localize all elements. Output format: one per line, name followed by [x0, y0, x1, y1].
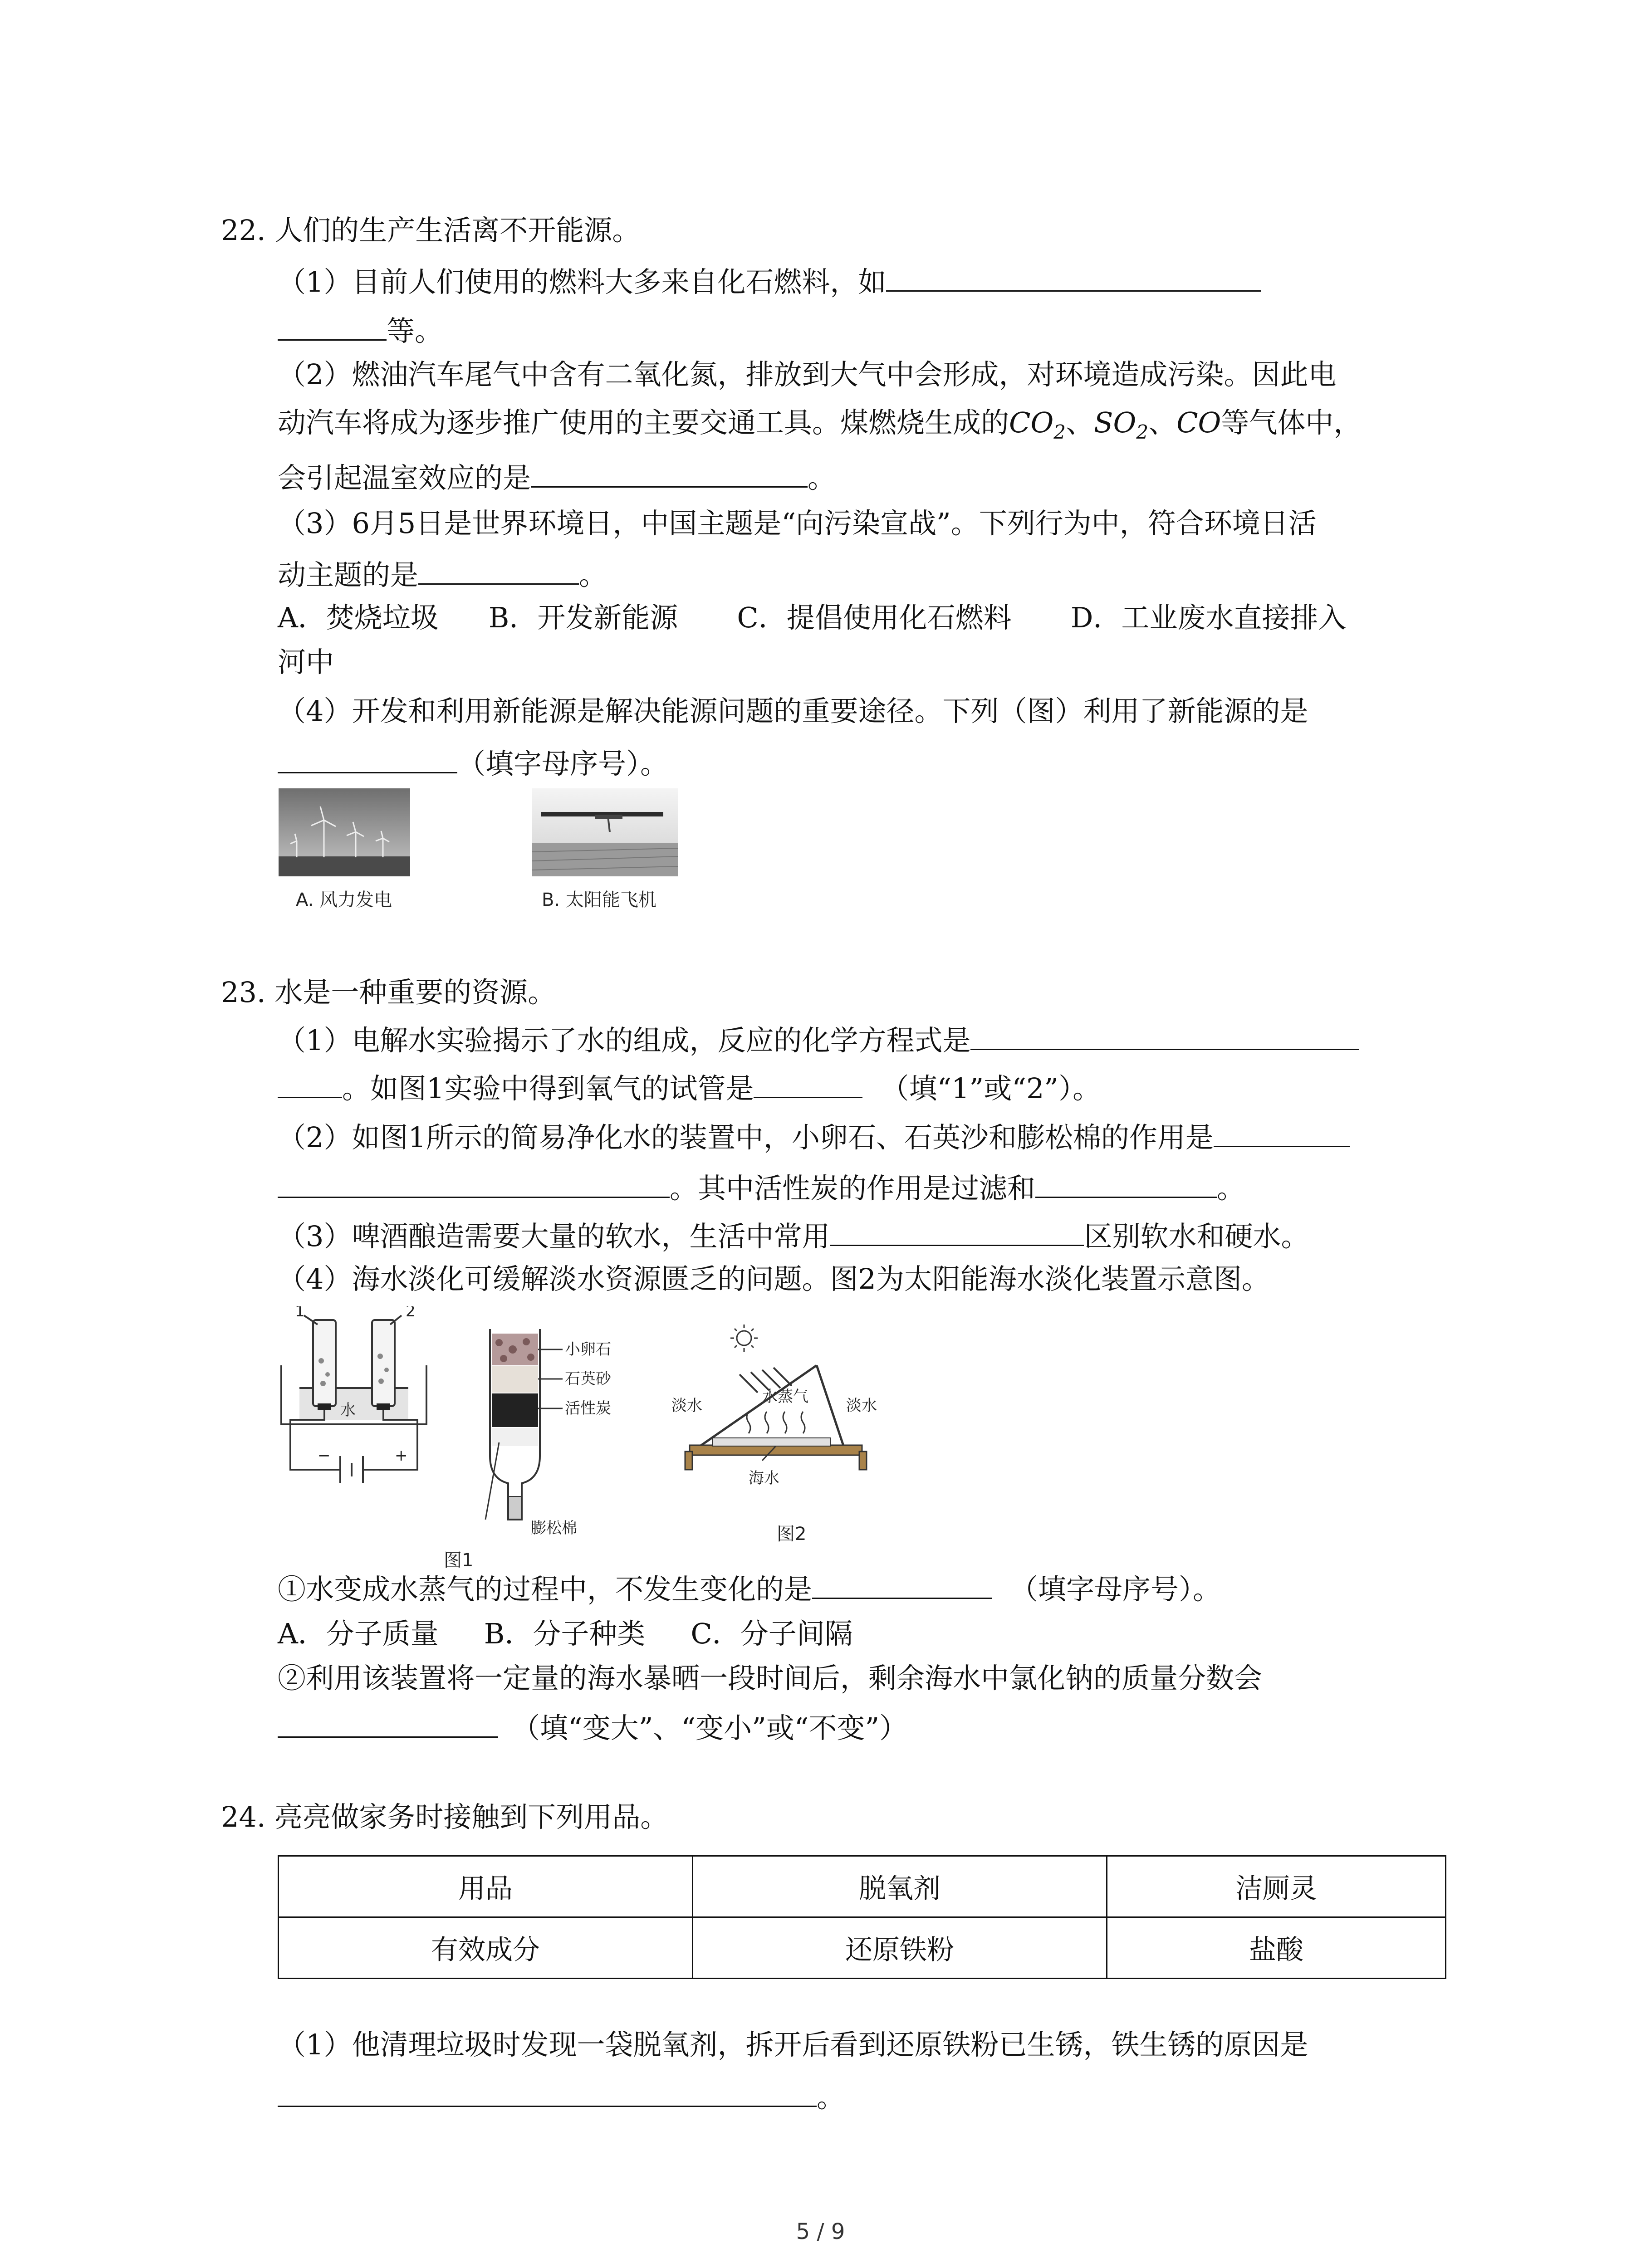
- answer-blank[interactable]: [278, 744, 457, 773]
- seawater-label: 海水: [749, 1469, 779, 1487]
- page-number: 5 / 9: [796, 2219, 845, 2244]
- q23-part2-line2: 。其中活性炭的作用是过滤和 。: [278, 1168, 1245, 1207]
- figure-2-caption: 图2: [777, 1524, 807, 1545]
- answer-blank[interactable]: [812, 1569, 992, 1599]
- q23-stem: 23. 水是一种重要的资源。: [221, 976, 556, 1009]
- answer-blank[interactable]: [970, 1021, 1359, 1050]
- table-cell: 用品: [279, 1856, 693, 1917]
- q22-options: [278, 600, 1347, 636]
- positive-terminal: +: [395, 1447, 408, 1465]
- q24-part1-line1: （1）他清理垃圾时发现一袋脱氧剂，拆开后看到还原铁粉已生锈，铁生锈的原因是: [278, 2028, 1308, 2061]
- q22-part3-line1: （3）6月5日是世界环境日，中国主题是“向污染宣战”。下列行为中，符合环境日活: [278, 507, 1317, 540]
- q24-part1-line2: 。: [278, 2077, 845, 2116]
- negative-terminal: −: [318, 1447, 331, 1465]
- option-b[interactable]: B．开发新能源: [488, 601, 678, 634]
- answer-blank[interactable]: [278, 1069, 342, 1098]
- q23-part1-line2: 。如图1实验中得到氧气的试管是 （填“1”或“2”）。: [278, 1069, 1101, 1107]
- option-b[interactable]: B．分子种类: [484, 1617, 646, 1650]
- q23-part2-line1: （2）如图1所示的简易净化水的装置中，小卵石、石英沙和膨松棉的作用是: [278, 1118, 1350, 1156]
- wind-power-photo: [279, 788, 410, 876]
- table-cell: 脱氧剂: [693, 1856, 1107, 1917]
- q22-part1-line1: [278, 262, 1261, 300]
- tube-1-label: 1: [295, 1306, 305, 1320]
- answer-blank[interactable]: [531, 458, 808, 488]
- q22-option-d-cont: 河中: [278, 645, 334, 679]
- option-c[interactable]: C．提倡使用化石燃料: [737, 601, 1012, 634]
- activated-carbon-label: 活性炭: [565, 1399, 611, 1418]
- q23-sub1-options: [278, 1616, 853, 1652]
- q22-part1-text: （1）目前人们使用的燃料大多来自化石燃料，如: [278, 265, 887, 298]
- q22-part4-line2: （填字母序号）。: [278, 744, 668, 782]
- table-cell: 还原铁粉: [693, 1917, 1107, 1979]
- q23-sub2-line2: （填“变大”、“变小”或“不变”）: [278, 1708, 907, 1746]
- answer-blank[interactable]: [1214, 1118, 1350, 1147]
- q23-sub2-line1: ②利用该装置将一定量的海水暴晒一段时间后，剩余海水中氯化钠的质量分数会: [278, 1662, 1263, 1695]
- q23-part1-line1: （1）电解水实验揭示了水的组成，反应的化学方程式是: [278, 1021, 1359, 1059]
- tube-2-label: 2: [406, 1306, 416, 1320]
- answer-blank[interactable]: [278, 2077, 817, 2107]
- fresh-water-left-label: 淡水: [671, 1397, 702, 1415]
- table-cell: 盐酸: [1107, 1917, 1446, 1979]
- q22-part3-line2: 动主题的是 。: [278, 555, 607, 593]
- answer-blank[interactable]: [278, 1708, 498, 1738]
- answer-blank[interactable]: [830, 1217, 1084, 1246]
- option-c[interactable]: C．分子间隔: [691, 1617, 853, 1650]
- water-label: 水: [340, 1401, 356, 1419]
- cotton-label: 膨松棉: [531, 1519, 577, 1537]
- figure-1-caption: 图1: [444, 1550, 474, 1571]
- q23-part3: （3）啤酒酿造需要大量的软水，生活中常用 区别软水和硬水。: [278, 1217, 1309, 1255]
- option-d[interactable]: D．工业废水直接排入: [1070, 601, 1347, 634]
- q22-part2-line1: （2）燃油汽车尾气中含有二氧化氮，排放到大气中会形成，对环境造成污染。因此电: [278, 358, 1337, 391]
- q22-part2-line2: 动汽车将成为逐步推广使用的主要交通工具。煤燃烧生成的$CO_2$、$SO_2$、CO等气体中，: [278, 406, 1362, 443]
- q23-sub1: ①水变成水蒸气的过程中，不发生变化的是 （填字母序号）。: [278, 1569, 1221, 1608]
- q22-part4-line1: （4）开发和利用新能源是解决能源问题的重要途径。下列（图）利用了新能源的是: [278, 694, 1308, 728]
- pebbles-label: 小卵石: [565, 1340, 611, 1359]
- q22-part2-line3: 会引起温室效应的是 。: [278, 458, 836, 496]
- table-row: [279, 1856, 1446, 1917]
- q23-part4: （4）海水淡化可缓解淡水资源匮乏的问题。图2为太阳能海水淡化装置示意图。: [278, 1262, 1270, 1295]
- table-cell: 有效成分: [279, 1917, 693, 1979]
- answer-blank[interactable]: [278, 311, 387, 341]
- answer-blank[interactable]: [754, 1069, 862, 1098]
- answer-blank[interactable]: [1035, 1168, 1217, 1198]
- answer-blank[interactable]: [418, 555, 579, 585]
- answer-blank[interactable]: [886, 262, 1261, 292]
- wind-power-caption: A. 风力发电: [296, 890, 392, 910]
- q22-stem: 22. 人们的生产生活离不开能源。: [221, 214, 641, 247]
- quartz-sand-label: 石英砂: [565, 1370, 611, 1388]
- q24-stem: 24. 亮亮做家务时接触到下列用品。: [221, 1800, 669, 1833]
- fresh-water-right-label: 淡水: [846, 1397, 877, 1415]
- option-a[interactable]: A．焚烧垃圾: [278, 601, 439, 634]
- figure-1-diagram: [272, 1306, 726, 1542]
- figure-2-diagram: [671, 1315, 907, 1515]
- water-vapor-label: 水蒸气: [762, 1388, 808, 1406]
- table-row: [279, 1917, 1446, 1979]
- answer-blank[interactable]: [278, 1168, 670, 1198]
- solar-plane-photo: [532, 788, 678, 876]
- q22-part1-end: 等。: [387, 314, 443, 347]
- table-cell: 洁厕灵: [1107, 1856, 1446, 1917]
- solar-plane-caption: B. 太阳能飞机: [542, 890, 656, 910]
- option-a[interactable]: A．分子质量: [278, 1617, 439, 1650]
- q22-part1-line2: [278, 311, 443, 349]
- household-items-table: [278, 1855, 1446, 1979]
